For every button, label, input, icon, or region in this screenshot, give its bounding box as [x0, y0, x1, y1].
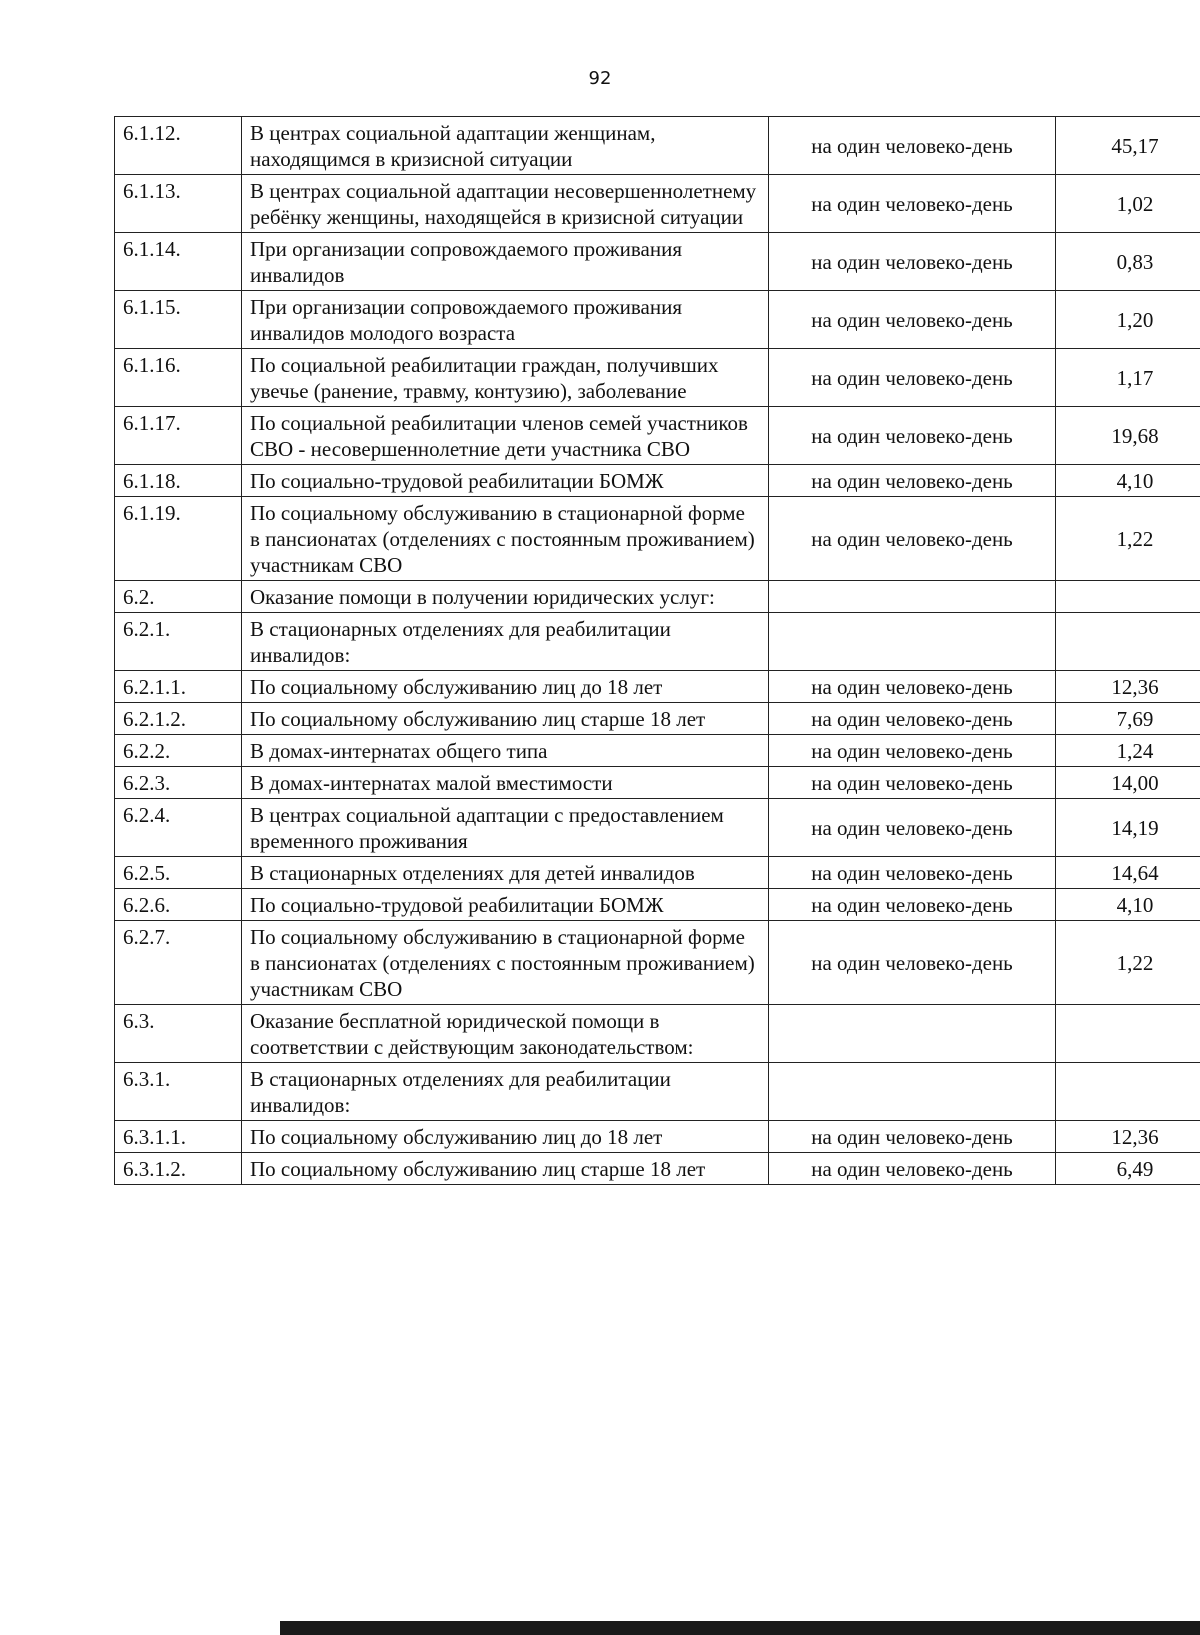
row-description: Оказание бесплатной юридической помощи в соответствии с действующим законодательством: [242, 1005, 769, 1063]
row-unit: на один человеко-день [769, 889, 1056, 921]
row-description: По социально-трудовой реабилитации БОМЖ [242, 889, 769, 921]
table-row [115, 1153, 1200, 1185]
row-value [1056, 581, 1200, 613]
row-number: 6.1.13. [115, 175, 242, 233]
row-description: По социальному обслуживанию лиц старше 18 лет [242, 703, 769, 735]
row-unit [769, 1005, 1056, 1063]
table-row [115, 497, 1200, 581]
row-value [1056, 613, 1200, 671]
row-description: Оказание помощи в получении юридических услуг: [242, 581, 769, 613]
row-value: 14,00 [1056, 767, 1200, 799]
row-description: В стационарных отделениях для детей инвалидов [242, 857, 769, 889]
row-description: По социальной реабилитации граждан, получивших увечье (ранение, травму, контузию), заболевание [242, 349, 769, 407]
table-row [115, 613, 1200, 671]
table-row [115, 291, 1200, 349]
row-value: 0,83 [1056, 233, 1200, 291]
table-row [115, 1005, 1200, 1063]
row-value: 14,19 [1056, 799, 1200, 857]
row-number: 6.1.15. [115, 291, 242, 349]
row-number: 6.2.7. [115, 921, 242, 1005]
row-number: 6.1.17. [115, 407, 242, 465]
tariff-table-body [115, 117, 1200, 1185]
row-value [1056, 1063, 1200, 1121]
row-unit: на один человеко-день [769, 735, 1056, 767]
row-number: 6.1.19. [115, 497, 242, 581]
table-row [115, 349, 1200, 407]
row-unit: на один человеко-день [769, 703, 1056, 735]
table-row [115, 799, 1200, 857]
row-unit: на один человеко-день [769, 767, 1056, 799]
row-unit: на один человеко-день [769, 799, 1056, 857]
row-number: 6.2.1. [115, 613, 242, 671]
row-value: 4,10 [1056, 465, 1200, 497]
row-description: В стационарных отделениях для реабилитации инвалидов: [242, 613, 769, 671]
row-number: 6.2.1.1. [115, 671, 242, 703]
table-row [115, 1121, 1200, 1153]
table-row [115, 581, 1200, 613]
row-unit [769, 581, 1056, 613]
row-number: 6.3.1. [115, 1063, 242, 1121]
row-unit [769, 613, 1056, 671]
row-unit: на один человеко-день [769, 117, 1056, 175]
row-number: 6.2.6. [115, 889, 242, 921]
row-description: В центрах социальной адаптации несовершеннолетнему ребёнку женщины, находящейся в кризисной ситуации [242, 175, 769, 233]
row-unit: на один человеко-день [769, 857, 1056, 889]
row-unit: на один человеко-день [769, 671, 1056, 703]
row-description: По социальной реабилитации членов семей участников СВО - несовершеннолетние дети участника СВО [242, 407, 769, 465]
row-description: По социальному обслуживанию лиц старше 18 лет [242, 1153, 769, 1185]
row-unit [769, 1063, 1056, 1121]
row-value: 19,68 [1056, 407, 1200, 465]
row-unit: на один человеко-день [769, 921, 1056, 1005]
table-row [115, 407, 1200, 465]
row-value: 6,49 [1056, 1153, 1200, 1185]
page-number: 92 [588, 68, 612, 89]
row-number: 6.2.2. [115, 735, 242, 767]
table-row [115, 1063, 1200, 1121]
row-description: В стационарных отделениях для реабилитации инвалидов: [242, 1063, 769, 1121]
table-row [115, 889, 1200, 921]
table-row [115, 921, 1200, 1005]
row-number: 6.2.4. [115, 799, 242, 857]
row-value: 1,02 [1056, 175, 1200, 233]
row-value: 12,36 [1056, 1121, 1200, 1153]
row-value: 1,24 [1056, 735, 1200, 767]
row-unit: на один человеко-день [769, 291, 1056, 349]
row-value [1056, 1005, 1200, 1063]
row-value: 1,22 [1056, 497, 1200, 581]
row-unit: на один человеко-день [769, 175, 1056, 233]
row-value: 12,36 [1056, 671, 1200, 703]
table-row [115, 465, 1200, 497]
table-row [115, 767, 1200, 799]
row-description: По социальному обслуживанию лиц до 18 лет [242, 1121, 769, 1153]
row-value: 7,69 [1056, 703, 1200, 735]
row-number: 6.3.1.2. [115, 1153, 242, 1185]
row-number: 6.1.18. [115, 465, 242, 497]
row-number: 6.2. [115, 581, 242, 613]
row-number: 6.2.3. [115, 767, 242, 799]
row-value: 1,22 [1056, 921, 1200, 1005]
row-description: В центрах социальной адаптации с предоставлением временного проживания [242, 799, 769, 857]
row-unit: на один человеко-день [769, 497, 1056, 581]
row-description: По социальному обслуживанию лиц до 18 лет [242, 671, 769, 703]
table-row [115, 703, 1200, 735]
table-row [115, 117, 1200, 175]
row-value: 45,17 [1056, 117, 1200, 175]
table-row [115, 857, 1200, 889]
row-unit: на один человеко-день [769, 1153, 1056, 1185]
row-description: При организации сопровождаемого проживания инвалидов молодого возраста [242, 291, 769, 349]
table-row [115, 233, 1200, 291]
row-number: 6.2.5. [115, 857, 242, 889]
scan-bottom-edge [280, 1621, 1200, 1635]
row-number: 6.1.14. [115, 233, 242, 291]
table-row [115, 175, 1200, 233]
row-description: В домах-интернатах малой вместимости [242, 767, 769, 799]
row-number: 6.2.1.2. [115, 703, 242, 735]
row-value: 1,20 [1056, 291, 1200, 349]
row-number: 6.3. [115, 1005, 242, 1063]
row-description: При организации сопровождаемого проживания инвалидов [242, 233, 769, 291]
row-description: По социально-трудовой реабилитации БОМЖ [242, 465, 769, 497]
row-unit: на один человеко-день [769, 233, 1056, 291]
row-number: 6.3.1.1. [115, 1121, 242, 1153]
row-unit: на один человеко-день [769, 1121, 1056, 1153]
row-unit: на один человеко-день [769, 465, 1056, 497]
table-row [115, 735, 1200, 767]
row-number: 6.1.16. [115, 349, 242, 407]
row-description: По социальному обслуживанию в стационарной форме в пансионатах (отделениях с постоянным проживанием) участникам СВО [242, 497, 769, 581]
row-unit: на один человеко-день [769, 407, 1056, 465]
table-row [115, 671, 1200, 703]
row-value: 1,17 [1056, 349, 1200, 407]
row-value: 4,10 [1056, 889, 1200, 921]
row-description: По социальному обслуживанию в стационарной форме в пансионатах (отделениях с постоянным проживанием) участникам СВО [242, 921, 769, 1005]
row-description: В центрах социальной адаптации женщинам, находящимся в кризисной ситуации [242, 117, 769, 175]
row-description: В домах-интернатах общего типа [242, 735, 769, 767]
row-value: 14,64 [1056, 857, 1200, 889]
row-unit: на один человеко-день [769, 349, 1056, 407]
row-number: 6.1.12. [115, 117, 242, 175]
tariff-table [114, 116, 1200, 1185]
